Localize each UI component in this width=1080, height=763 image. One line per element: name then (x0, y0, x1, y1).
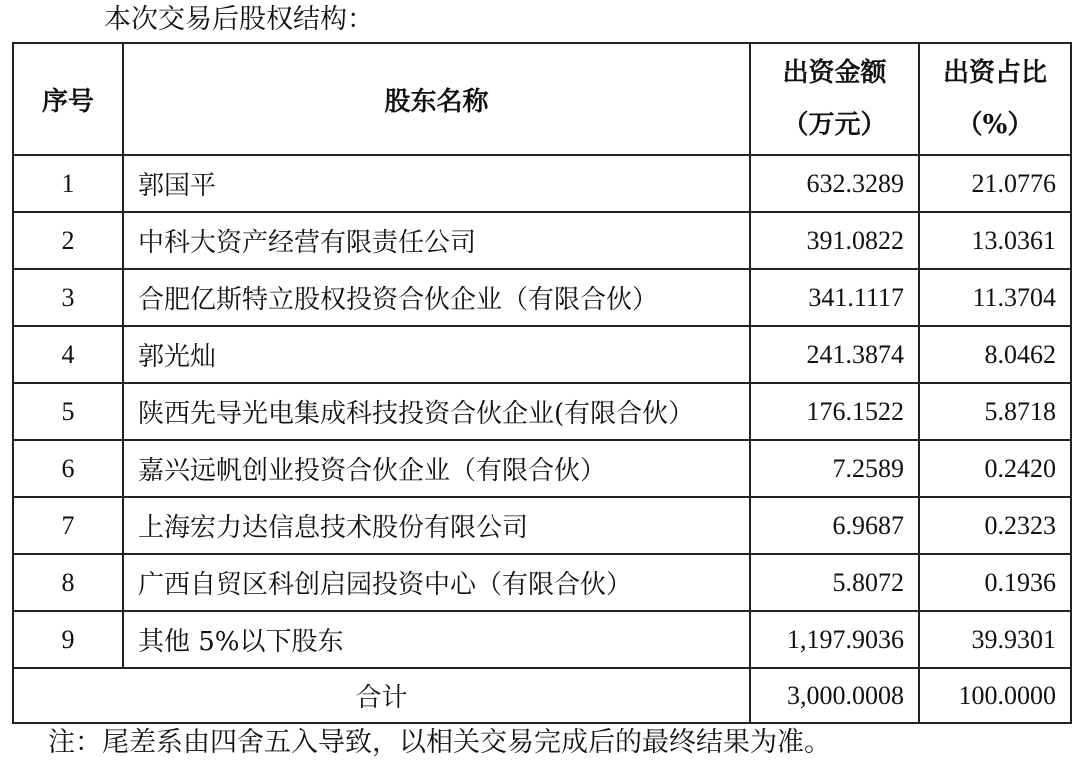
contribution-ratio: 11.3704 (919, 269, 1071, 326)
footnote: 注：尾差系由四舍五入导致，以相关交易完成后的最终结果为准。 (48, 727, 831, 758)
contribution-amount: 1,197.9036 (750, 611, 919, 668)
row-index: 2 (13, 212, 123, 269)
row-index: 5 (13, 383, 123, 440)
total-row (13, 668, 1071, 723)
header-amount-title: 出资金额 (782, 58, 887, 88)
contribution-amount: 341.1117 (750, 269, 919, 326)
total-ratio: 100.0000 (919, 668, 1071, 723)
contribution-ratio: 13.0361 (919, 212, 1071, 269)
contribution-ratio: 0.1936 (919, 554, 1071, 611)
table-row (13, 269, 1071, 326)
contribution-ratio: 8.0462 (919, 326, 1071, 383)
table-row (13, 212, 1071, 269)
table-row (13, 497, 1071, 554)
contribution-ratio: 21.0776 (919, 155, 1071, 212)
shareholder-name: 郭国平 (123, 155, 750, 212)
contribution-amount: 7.2589 (750, 440, 919, 497)
shareholder-name: 广西自贸区科创启园投资中心（有限合伙） (123, 554, 750, 611)
contribution-ratio: 39.9301 (919, 611, 1071, 668)
shareholder-name: 中科大资产经营有限责任公司 (123, 212, 750, 269)
row-index: 9 (13, 611, 123, 668)
table-row (13, 554, 1071, 611)
table-row (13, 611, 1071, 668)
header-ratio-title: 出资占比 (942, 58, 1047, 88)
total-label: 合计 (13, 668, 750, 723)
contribution-ratio: 0.2420 (919, 440, 1071, 497)
row-index: 1 (13, 155, 123, 212)
contribution-amount: 241.3874 (750, 326, 919, 383)
equity-structure-table (12, 42, 1072, 724)
header-ratio-unit: （%） (956, 110, 1034, 140)
intro-text: 本次交易后股权结构： (104, 4, 374, 35)
shareholder-name: 郭光灿 (123, 326, 750, 383)
row-index: 6 (13, 440, 123, 497)
row-index: 8 (13, 554, 123, 611)
header-shareholder-name: 股东名称 (123, 43, 750, 155)
header-index: 序号 (13, 43, 123, 155)
total-amount: 3,000.0008 (750, 668, 919, 723)
table-row (13, 326, 1071, 383)
row-index: 4 (13, 326, 123, 383)
table-row (13, 383, 1071, 440)
contribution-amount: 632.3289 (750, 155, 919, 212)
header-amount-unit: （万元） (782, 110, 887, 140)
row-index: 3 (13, 269, 123, 326)
contribution-ratio: 5.8718 (919, 383, 1071, 440)
shareholder-name: 合肥亿斯特立股权投资合伙企业（有限合伙） (123, 269, 750, 326)
contribution-amount: 176.1522 (750, 383, 919, 440)
header-ratio (919, 43, 1071, 155)
contribution-amount: 5.8072 (750, 554, 919, 611)
table-row (13, 155, 1071, 212)
contribution-amount: 391.0822 (750, 212, 919, 269)
row-index: 7 (13, 497, 123, 554)
shareholder-name: 其他 5%以下股东 (123, 611, 750, 668)
table-row (13, 440, 1071, 497)
shareholder-name: 上海宏力达信息技术股份有限公司 (123, 497, 750, 554)
shareholder-name: 陕西先导光电集成科技投资合伙企业(有限合伙） (123, 383, 750, 440)
header-amount (750, 43, 919, 155)
contribution-amount: 6.9687 (750, 497, 919, 554)
table-header-row (13, 43, 1071, 155)
shareholder-name: 嘉兴远帆创业投资合伙企业（有限合伙） (123, 440, 750, 497)
contribution-ratio: 0.2323 (919, 497, 1071, 554)
